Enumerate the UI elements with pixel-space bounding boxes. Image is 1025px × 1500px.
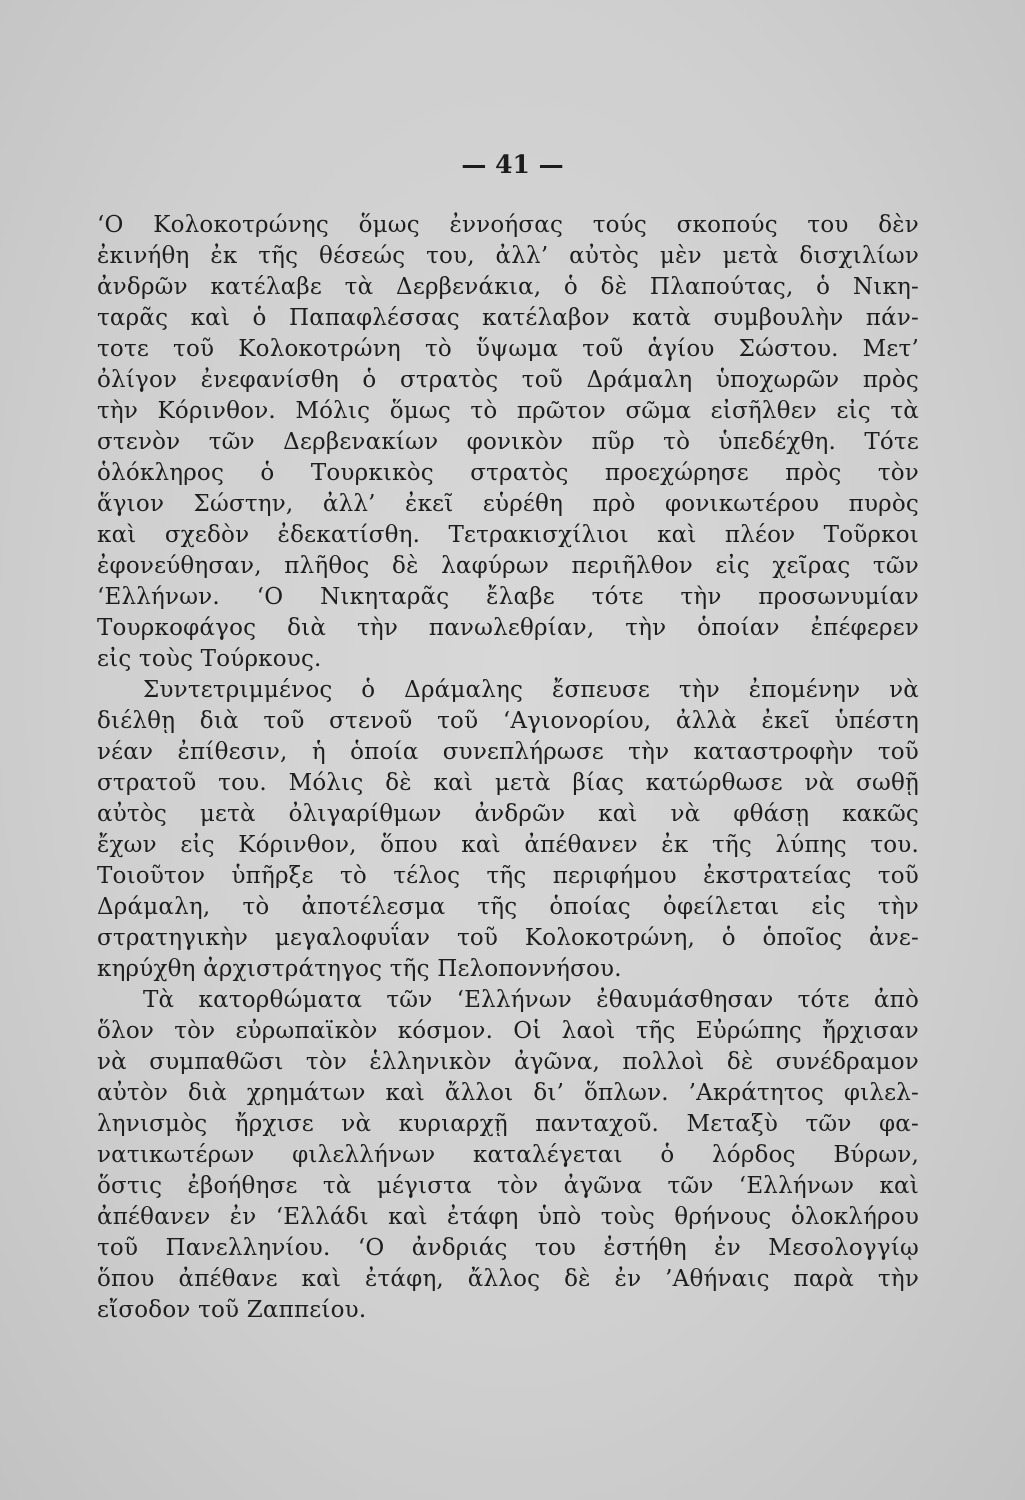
text-line: στρατηγικὴν μεγαλοφυΐαν τοῦ Κολοκοτρώνη, ὁ ὁποῖος ἀνε-: [97, 925, 919, 951]
paragraph-3: [97, 985, 919, 1326]
text-line: νατικωτέρων φιλελλήνων καταλέγεται ὁ λόρδος Βύρων,: [97, 1142, 919, 1168]
text-line: ὅλον τὸν εὐρωπαϊκὸν κόσμον. Οἱ λαοὶ τῆς Εὐρώπης ἤρχισαν: [97, 1018, 919, 1044]
text-line: καὶ σχεδὸν ἐδεκατίσθη. Τετρακισχίλιοι καὶ πλέον Τοῦρκοι: [97, 522, 919, 548]
paragraph-1: [97, 210, 919, 675]
text-line: Τὰ κατορθώματα τῶν ‘Ελλήνων ἐθαυμάσθησαν τότε ἀπὸ: [143, 987, 919, 1013]
text-line: Συντετριμμένος ὁ Δράμαλης ἔσπευσε τὴν ἐπομένην νὰ: [143, 677, 919, 703]
text-line: εἰς τοὺς Τούρκους.: [97, 646, 322, 672]
text-line: νὰ συμπαθῶσι τὸν ἑλληνικὸν ἀγῶνα, πολλοὶ δὲ συνέδραμον: [97, 1049, 919, 1075]
text-line: στρατοῦ του. Μόλις δὲ καὶ μετὰ βίας κατώρθωσε νὰ σωθῇ: [97, 770, 919, 796]
text-line: ἀνδρῶν κατέλαβε τὰ Δερβενάκια, ὁ δὲ Πλαπούτας, ὁ Νικη-: [97, 274, 919, 300]
text-line: ληνισμὸς ἤρχισε νὰ κυριαρχῇ πανταχοῦ. Μεταξὺ τῶν φα-: [97, 1111, 919, 1137]
text-line: διέλθῃ διὰ τοῦ στενοῦ τοῦ ‘Αγιονορίου, ἀλλὰ ἐκεῖ ὑπέστη: [97, 708, 919, 734]
text-line: κηρύχθη ἀρχιστράτηγος τῆς Πελοποννήσου.: [97, 956, 622, 982]
text-line: ‘Ελλήνων. ‘Ο Νικηταρᾶς ἔλαβε τότε τὴν προσωνυμίαν: [97, 584, 919, 610]
text-line: ἀπέθανεν ἐν ‘Ελλάδι καὶ ἐτάφη ὑπὸ τοὺς θρήνους ὁλοκλήρου: [97, 1204, 919, 1230]
text-line: ὁλόκληρος ὁ Τουρκικὸς στρατὸς προεχώρησε πρὸς τὸν: [97, 460, 919, 486]
text-line: ὅπου ἀπέθανε καὶ ἐτάφη, ἄλλος δὲ ἐν ’Αθήναις παρὰ τὴν: [97, 1266, 919, 1292]
text-line: τὴν Κόρινθον. Μόλις ὅμως τὸ πρῶτον σῶμα εἰσῆλθεν εἰς τὰ: [97, 398, 919, 424]
text-line: τοτε τοῦ Κολοκοτρώνη τὸ ὕψωμα τοῦ ἁγίου Σώστου. Μετ’: [97, 336, 919, 362]
text-line: ὀλίγον ἐνεφανίσθη ὁ στρατὸς τοῦ Δράμαλη ὑποχωρῶν πρὸς: [97, 367, 919, 393]
text-line: ἔχων εἰς Κόρινθον, ὅπου καὶ ἀπέθανεν ἐκ τῆς λύπης του.: [97, 832, 919, 858]
text-line: Τοιοῦτον ὑπῆρξε τὸ τέλος τῆς περιφήμου ἐκστρατείας τοῦ: [97, 863, 919, 889]
page-number: — 41 —: [461, 150, 564, 179]
text-line: ἅγιον Σώστην, ἀλλ’ ἐκεῖ εὑρέθη πρὸ φονικωτέρου πυρὸς: [97, 491, 919, 517]
text-line: εἴσοδον τοῦ Ζαππείου.: [97, 1297, 367, 1323]
text-line: αὐτὸν διὰ χρημάτων καὶ ἄλλοι δι’ ὅπλων. ’Ακράτητος φιλελ-: [97, 1080, 919, 1106]
paragraph-2: [97, 675, 919, 985]
text-line: ὅστις ἐβοήθησε τὰ μέγιστα τὸν ἀγῶνα τῶν ‘Ελλήνων καὶ: [97, 1173, 919, 1199]
text-line: νέαν ἐπίθεσιν, ἡ ὁποία συνεπλήρωσε τὴν καταστροφὴν τοῦ: [97, 739, 919, 765]
text-line: ταρᾶς καὶ ὁ Παπαφλέσσας κατέλαβον κατὰ συμβουλὴν πάν-: [97, 305, 919, 331]
text-line: τοῦ Πανελληνίου. ‘Ο ἀνδριάς του ἐστήθη ἐν Μεσολογγίῳ: [97, 1235, 919, 1261]
text-line: αὐτὸς μετὰ ὀλιγαρίθμων ἀνδρῶν καὶ νὰ φθάσῃ κακῶς: [97, 801, 919, 827]
text-line: Δράμαλη, τὸ ἀποτέλεσμα τῆς ὁποίας ὀφείλεται εἰς τὴν: [97, 894, 919, 920]
text-line: Τουρκοφάγος διὰ τὴν πανωλεθρίαν, τὴν ὁποίαν ἐπέφερεν: [97, 615, 919, 641]
text-line: ἐκινήθη ἐκ τῆς θέσεώς του, ἀλλ’ αὐτὸς μὲν μετὰ δισχιλίων: [97, 243, 919, 269]
text-line: στενὸν τῶν Δερβενακίων φονικὸν πῦρ τὸ ὑπεδέχθη. Τότε: [97, 429, 919, 455]
text-line: ‘Ο Κολοκοτρώνης ὅμως ἐννοήσας τούς σκοπούς του δὲν: [97, 212, 919, 238]
body-text: [97, 210, 919, 1326]
text-line: ἐφονεύθησαν, πλῆθος δὲ λαφύρων περιῆλθον εἰς χεῖρας τῶν: [97, 553, 919, 579]
